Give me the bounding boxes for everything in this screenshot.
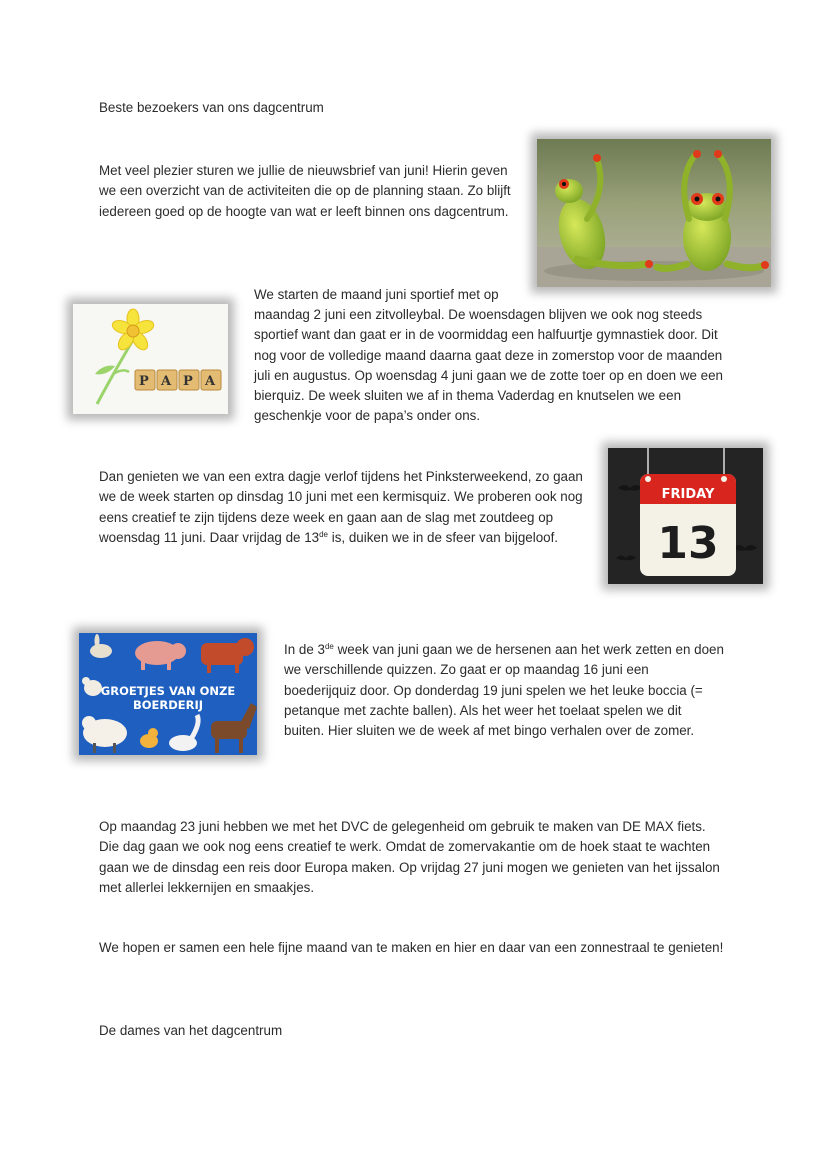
closing-paragraph: We hopen er samen een hele fijne maand van te maken en hier en daar van een zonnestraal te genieten! — [99, 940, 724, 955]
calendar-day-label: FRIDAY — [661, 487, 715, 502]
week3-text-before: In de 3 — [284, 642, 325, 657]
farm-title-line1: GROETJES VAN ONZE — [100, 684, 236, 698]
week1-first-line: We starten de maand juni sportief met op — [254, 287, 499, 302]
papa-tile-4: A — [205, 374, 216, 389]
friday-13-calendar-image — [608, 448, 763, 584]
week4-paragraph: Op maandag 23 juni hebben we met het DVC de gelegenheid om gebruik te maken van DE MAX fiets. Die dag gaan we ook nog eens creatief te werk. Omdat de zomervakantie om de hoek staat te wachten gaan we de dinsdag een reis door Europa maken. Op vrijdag 27 juni mogen we genieten van het ijssalon met allerlei lekkernijen en smaakjes. — [99, 819, 720, 895]
papa-flower-image — [73, 304, 228, 414]
week2-sup: de — [319, 529, 329, 539]
week2-text-after: is, duiken we in de sfeer van bijgeloof. — [328, 529, 559, 545]
farm-animals-image — [79, 633, 257, 755]
week2-text-before: Dan genieten we van een extra dagje verlof tijdens het Pinksterweekend, zo gaan we de week starten op dinsdag 10 juni met een kermisquiz. We proberen ook nog eens creatief te zijn tijdens deze week en gaan aan de slag met zoutdeeg op woensdag 11 juni. Daar vrijdag de 13 — [99, 469, 583, 545]
yoga-frogs-image — [537, 139, 771, 287]
week2-paragraph — [99, 467, 586, 548]
farm-title-line2: BOERDERIJ — [132, 698, 204, 712]
papa-tile-1: P — [139, 374, 149, 389]
papa-tile-2: A — [161, 374, 172, 389]
signature: De dames van het dagcentrum — [99, 1023, 283, 1038]
intro-paragraph: Met veel plezier sturen we jullie de nieuwsbrief van juni! Hierin geven we een overzicht van de activiteiten die op de planning staan. Zo blijft iedereen goed op de hoogte van wat er leeft binnen ons dagcentrum. — [99, 163, 511, 219]
papa-tile-3: P — [183, 374, 193, 389]
calendar-day-number: 13 — [657, 518, 719, 569]
greeting: Beste bezoekers van ons dagcentrum — [99, 100, 324, 115]
week3-paragraph — [284, 640, 724, 741]
week1-paragraph: maandag 2 juni een zitvolleybal. De woensdagen blijven we ook nog steeds sportief want dan gaat er in de voormiddag een halfuurtje gymnastiek door. Dit nog voor de volledige maand daarna gaat deze in zomerstop voor de maanden juli en augustus. Op woensdag 4 juni gaan we de zotte toer op en doen we een bierquiz. De week sluiten we af in thema Vaderdag en knutselen we een geschenkje voor de papa’s onder ons. — [254, 307, 724, 424]
week3-text-after: week van juni gaan we de hersenen aan het werk zetten en doen we verschillende quizzen. Zo gaat er op maandag 16 juni een boederijquiz door. Op donderdag 19 juni spelen we het leuke boccia (= petanque met zachte ballen). Als het weer het toelaat spelen we dit buiten. Hier sluiten we de week af met bingo verhalen over de zomer. — [284, 642, 724, 739]
week3-sup: de — [324, 642, 334, 651]
